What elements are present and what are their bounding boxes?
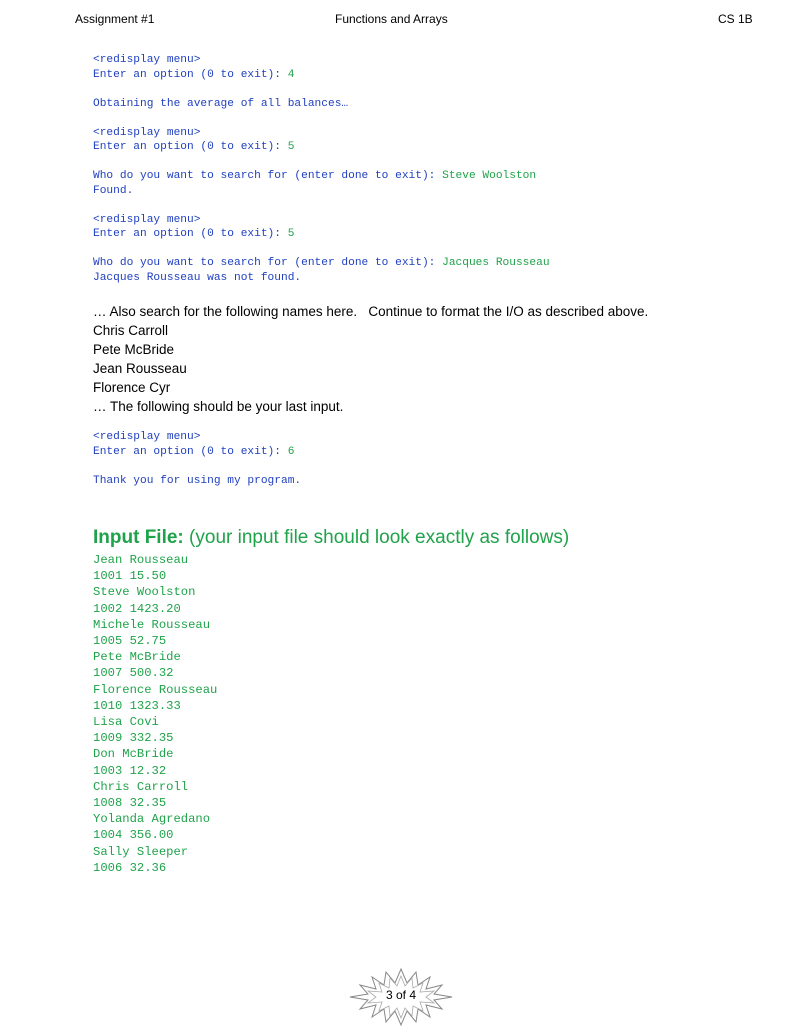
header-right: CS 1B	[718, 12, 753, 26]
input-file-line: 1008 32.35	[93, 796, 167, 811]
io-line: <redisplay menu>	[93, 431, 201, 443]
io-user-input: Jacques Rousseau	[442, 257, 550, 269]
input-file-line: 1007 500.32	[93, 666, 174, 681]
io-line: <redisplay menu>	[93, 126, 201, 139]
io-user-input: 4	[287, 68, 295, 81]
io-prompt: Enter an option (0 to exit):	[93, 68, 288, 81]
instructions-text	[93, 302, 648, 416]
input-file-line: 1004 356.00	[93, 828, 174, 843]
io-sample-block-1	[93, 53, 550, 285]
input-file-line: 1010 1323.33	[93, 698, 181, 713]
input-file-line: 1006 32.36	[93, 860, 167, 875]
input-file-heading	[93, 527, 569, 549]
instructions-outro: … The following should be your last input.	[93, 399, 344, 414]
input-file-line: Florence Rousseau	[93, 682, 218, 697]
io-line: <redisplay menu>	[93, 213, 201, 226]
input-file-contents	[93, 552, 217, 876]
io-line	[93, 68, 550, 83]
io-line	[93, 140, 550, 155]
input-file-line: Jean Rousseau	[93, 553, 189, 567]
instructions-intro: … Also search for the following names here. Continue to format the I/O as described above.	[93, 304, 649, 319]
search-name: Jean Rousseau	[93, 361, 187, 376]
io-prompt: Enter an option (0 to exit):	[93, 141, 288, 153]
io-user-input: 5	[287, 228, 295, 240]
header-center: Functions and Arrays	[335, 12, 448, 26]
input-file-line: 1005 52.75	[93, 634, 167, 649]
input-file-heading-note: (your input file should look exactly as follows)	[183, 527, 570, 548]
input-file-line: Michele Rousseau	[93, 617, 211, 632]
io-prompt: Who do you want to search for (enter done to exit):	[93, 257, 443, 269]
io-prompt: Who do you want to search for (enter done to exit):	[93, 170, 443, 182]
search-name: Florence Cyr	[93, 380, 171, 395]
input-file-line: 1002 1423.20	[93, 601, 181, 616]
io-user-input: 6	[287, 445, 295, 458]
input-file-line: Don McBride	[93, 747, 174, 762]
input-file-line: Lisa Covi	[93, 715, 159, 730]
header-left: Assignment #1	[75, 12, 155, 26]
io-line: <redisplay menu>	[93, 54, 201, 66]
input-file-line: Yolanda Agredano	[93, 812, 211, 827]
io-line: Thank you for using my program.	[93, 474, 302, 487]
io-line	[93, 256, 550, 271]
page-number: 3 of 4	[385, 988, 417, 1002]
io-line: Found.	[93, 184, 134, 197]
input-file-line: Steve Woolston	[93, 585, 196, 600]
input-file-line: Pete McBride	[93, 650, 181, 665]
input-file-line: Chris Carroll	[93, 779, 189, 794]
io-user-input: Steve Woolston	[442, 170, 537, 182]
io-line	[93, 169, 550, 184]
io-line: Obtaining the average of all balances…	[93, 97, 349, 110]
input-file-line: 1001 15.50	[93, 569, 167, 584]
io-prompt: Enter an option (0 to exit):	[93, 445, 288, 458]
io-line: Jacques Rousseau was not found.	[93, 271, 302, 284]
search-name: Pete McBride	[93, 342, 175, 357]
page-number-badge	[346, 966, 456, 1028]
input-file-line: 1003 12.32	[93, 763, 167, 778]
input-file-line: Sally Sleeper	[93, 844, 189, 859]
input-file-heading-label: Input File:	[93, 527, 184, 548]
io-sample-block-2	[93, 430, 301, 488]
io-prompt: Enter an option (0 to exit):	[93, 228, 288, 240]
io-line	[93, 227, 550, 242]
io-user-input: 5	[287, 141, 295, 153]
input-file-line: 1009 332.35	[93, 731, 174, 746]
search-name: Chris Carroll	[93, 323, 169, 338]
io-line	[93, 445, 301, 460]
